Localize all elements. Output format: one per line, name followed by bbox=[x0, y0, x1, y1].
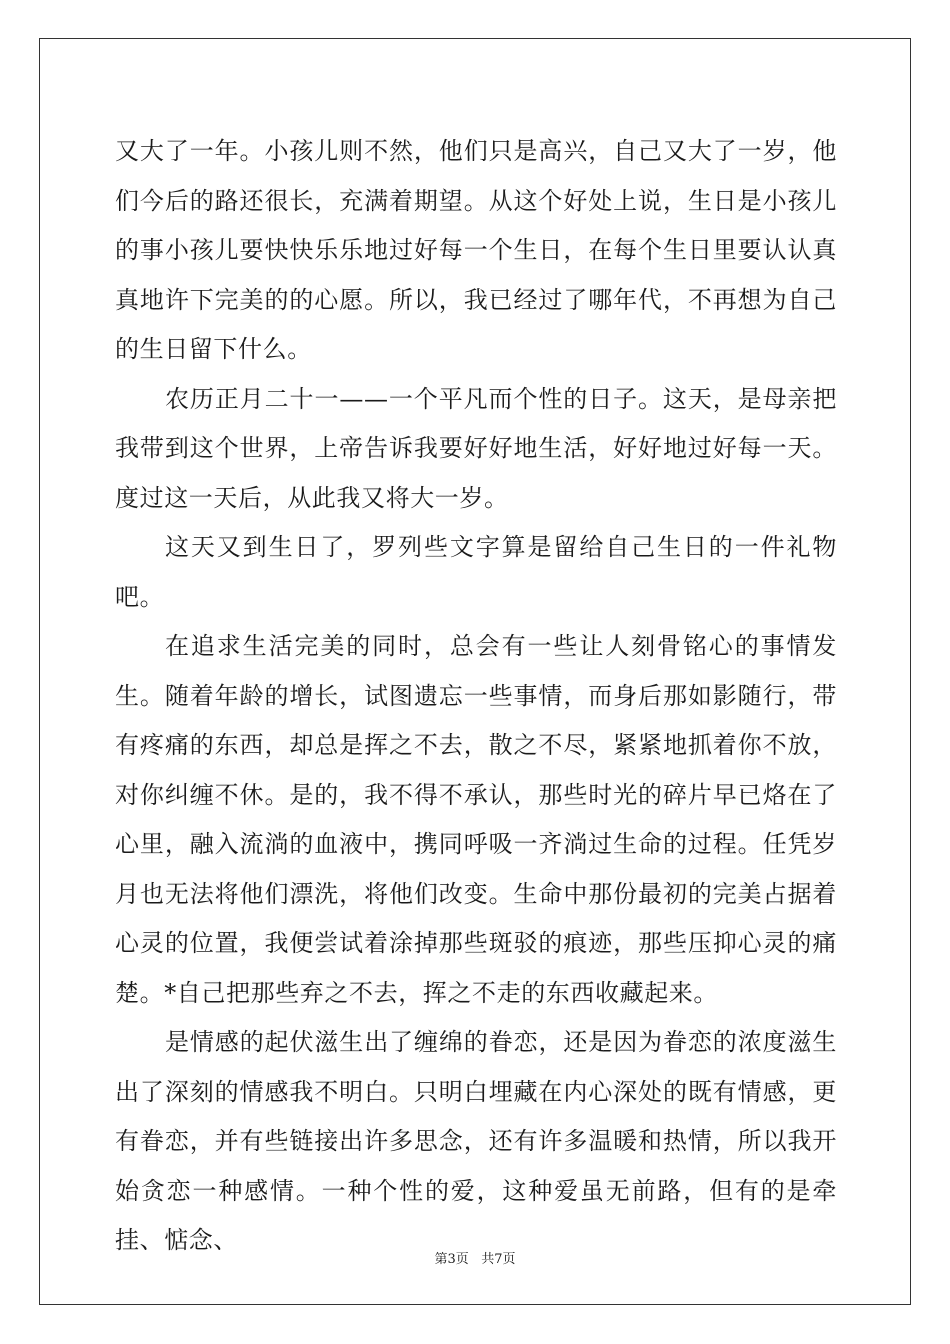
footer-spacer bbox=[469, 1252, 481, 1267]
paragraph-5: 是情感的起伏滋生出了缠绵的眷恋，还是因为眷恋的浓度滋生出了深刻的情感我不明白。只明白埋藏在内心深处的既有情感，更有眷恋，并有些链接出许多思念，还有许多温暖和热情，所以我开始贪恋一种感情。一种个性的爱，这种爱虽无前路，但有的是牵挂、惦念、 bbox=[115, 1028, 837, 1254]
total-page-count: 共7页 bbox=[481, 1252, 516, 1267]
paragraph-1: 又大了一年。小孩儿则不然，他们只是高兴，自己又大了一岁，他们今后的路还很长，充满着期望。从这个好处上说，生日是小孩儿的事小孩儿要快快乐乐地过好每一个生日，在每个生日里要认认真真地许下完美的的心愿。所以，我已经过了哪年代，不再想为自己的生日留下什么。 bbox=[115, 137, 837, 363]
paragraph-4: 在追求生活完美的同时，总会有一些让人刻骨铭心的事情发生。随着年龄的增长，试图遗忘一些事情，而身后那如影随行，带有疼痛的东西，却总是挥之不去，散之不尽，紧紧地抓着你不放，对你纠缠不休。是的，我不得不承认，那些时光的碎片早已烙在了心里，融入流淌的血液中，携同呼吸一齐淌过生命的过程。任凭岁月也无法将他们漂洗，将他们改变。生命中那份最初的完美占据着心灵的位置，我便尝试着涂掉那些斑驳的痕迹，那些压抑心灵的痛楚。*自己把那些弃之不去，挥之不走的东西收藏起来。 bbox=[115, 632, 837, 1007]
current-page-number: 第3页 bbox=[434, 1252, 469, 1267]
document-body bbox=[115, 127, 837, 1266]
paragraph-3: 这天又到生日了，罗列些文字算是留给自己生日的一件礼物吧。 bbox=[115, 533, 837, 611]
paragraph-2: 农历正月二十一——一个平凡而个性的日子。这天，是母亲把我带到这个世界，上帝告诉我要好好地生活，好好地过好每一天。度过这一天后，从此我又将大一岁。 bbox=[115, 384, 837, 512]
page-footer bbox=[0, 1248, 950, 1267]
